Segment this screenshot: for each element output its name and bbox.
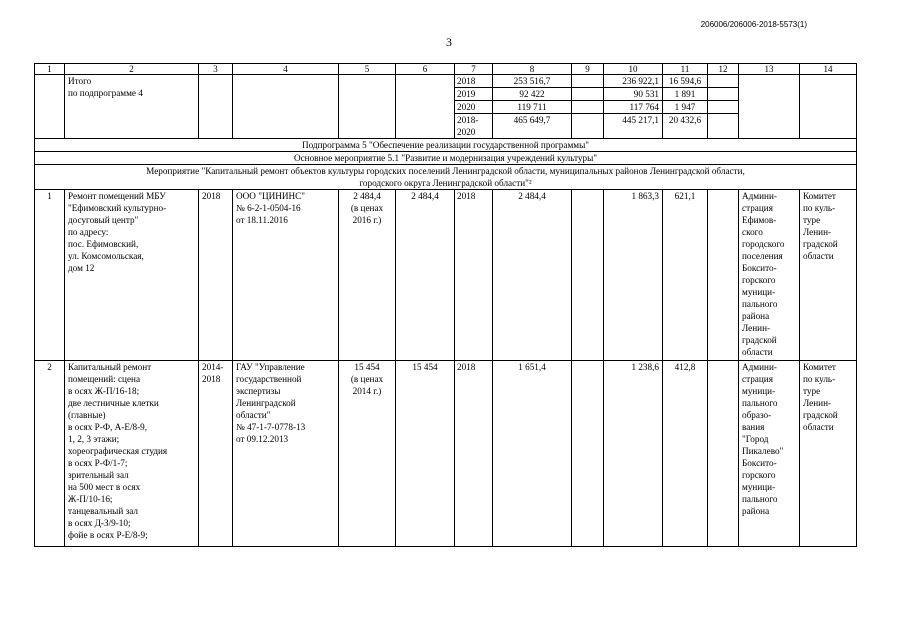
page-number: 3 (446, 35, 452, 49)
main-event-title: Основное мероприятие 5.1 "Развитие и модернизация учреждений культуры" (35, 152, 857, 165)
budget-table (34, 63, 857, 547)
item-cost: 15 454 (в ценах 2014 г.) (339, 361, 396, 547)
total-c8: 253 516,7 (493, 75, 572, 88)
item-number: 1 (35, 190, 65, 361)
col-num: 10 (604, 64, 663, 75)
col-num: 7 (455, 64, 493, 75)
col-num: 12 (708, 64, 739, 75)
col-num: 14 (800, 64, 857, 75)
item-cost: 2 484,4 (в ценах 2016 г.) (339, 190, 396, 361)
empty-cell (572, 114, 604, 139)
total-year: 2018 (455, 75, 493, 88)
item-c8: 1 651,4 (493, 361, 572, 547)
total-c10: 117 764 (604, 101, 663, 114)
item-expertise: ООО "ЦИНИНС" № 6-2-1-0504-16 от 18.11.2016 (233, 190, 339, 361)
subprogram-title: Подпрограмма 5 "Обеспечение реализации государственной программы" (35, 139, 857, 152)
empty-cell (233, 75, 339, 139)
item-years: 2018 (199, 190, 233, 361)
total-c8: 92 422 (493, 88, 572, 101)
event-row (35, 165, 857, 190)
total-c10: 445 217,1 (604, 114, 663, 139)
total-c11: 1 891 (663, 88, 708, 101)
table-row (35, 361, 857, 547)
empty-cell (339, 75, 396, 139)
item-years: 2014- 2018 (199, 361, 233, 547)
total-c11: 1 947 (663, 101, 708, 114)
total-row (35, 75, 857, 88)
empty-cell (708, 88, 739, 101)
total-year: 2019 (455, 88, 493, 101)
item-c8: 2 484,4 (493, 190, 572, 361)
total-c10: 90 531 (604, 88, 663, 101)
item-c14: Комитет по куль- туре Ленин- градской области (800, 361, 857, 547)
total-c8: 119 711 (493, 101, 572, 114)
total-year: 2020 (455, 101, 493, 114)
col-num: 8 (493, 64, 572, 75)
col-num: 3 (199, 64, 233, 75)
total-c8: 465 649,7 (493, 114, 572, 139)
col-num: 9 (572, 64, 604, 75)
total-label: Итого по подпрограмме 4 (65, 75, 199, 139)
empty-cell (800, 75, 857, 139)
total-c10: 236 922,1 (604, 75, 663, 88)
item-name: Капитальный ремонт помещений: сцена в осях Ж-П/16-18; две лестничные клетки (главные) в осях Р-Ф, А-Е/8-9, 1, 2, 3 этажи; хореографическая студия в осях Р-Ф/1-7; зрительный зал на 500 мест в осях Ж-П/10-16; танцевальный зал в осях Д-З/9-10; фойе в осях Р-Е/8-9; (65, 361, 199, 547)
item-c12 (708, 190, 739, 361)
item-c12 (708, 361, 739, 547)
item-name: Ремонт помещений МБУ "Ефимовский культурно- досуговый центр" по адресу: пос. Ефимовский, ул. Комсомольская, дом 12 (65, 190, 199, 361)
item-c9 (572, 361, 604, 547)
item-c6: 15 454 (396, 361, 455, 547)
col-num: 5 (339, 64, 396, 75)
col-num: 11 (663, 64, 708, 75)
document-id: 206006/206006-2018-5573(1) (700, 20, 807, 29)
item-c10: 1 863,3 (604, 190, 663, 361)
total-num-cell (35, 75, 65, 139)
item-c11: 412,8 (663, 361, 708, 547)
col-num: 4 (233, 64, 339, 75)
empty-cell (708, 114, 739, 139)
subprogram-row (35, 139, 857, 152)
item-c7: 2018 (455, 190, 493, 361)
empty-cell (199, 75, 233, 139)
item-c10: 1 238,6 (604, 361, 663, 547)
item-number: 2 (35, 361, 65, 547)
empty-cell (396, 75, 455, 139)
item-c7: 2018 (455, 361, 493, 547)
empty-cell (572, 88, 604, 101)
col-num: 1 (35, 64, 65, 75)
main-event-row (35, 152, 857, 165)
column-number-row (35, 64, 857, 75)
event-title: Мероприятие "Капитальный ремонт объектов культуры городских поселений Ленинградской области, муниципальных районов Ленинградской области, городского округа Ленинградской области"² (35, 165, 857, 190)
empty-cell (572, 101, 604, 114)
col-num: 6 (396, 64, 455, 75)
empty-cell (708, 75, 739, 88)
empty-cell (708, 101, 739, 114)
col-num: 13 (739, 64, 800, 75)
item-c11: 621,1 (663, 190, 708, 361)
item-c14: Комитет по куль- туре Ленин- градской области (800, 190, 857, 361)
item-c9 (572, 190, 604, 361)
empty-cell (572, 75, 604, 88)
col-num: 2 (65, 64, 199, 75)
total-year: 2018- 2020 (455, 114, 493, 139)
total-c11: 20 432,6 (663, 114, 708, 139)
total-c11: 16 594,6 (663, 75, 708, 88)
item-c13: Админи- страция муници- пального образо- вания "Город Пикалево" Боксито- горского муници- пального района (739, 361, 800, 547)
item-c13: Админи- страция Ефимов- ского городского поселения Боксито- горского муници- пального района Ленин- градской области (739, 190, 800, 361)
item-expertise: ГАУ "Управление государственной экспертизы Ленинградской области" № 47-1-7-0778-13 от 09.12.2013 (233, 361, 339, 547)
table-row (35, 190, 857, 361)
item-c6: 2 484,4 (396, 190, 455, 361)
empty-cell (739, 75, 800, 139)
